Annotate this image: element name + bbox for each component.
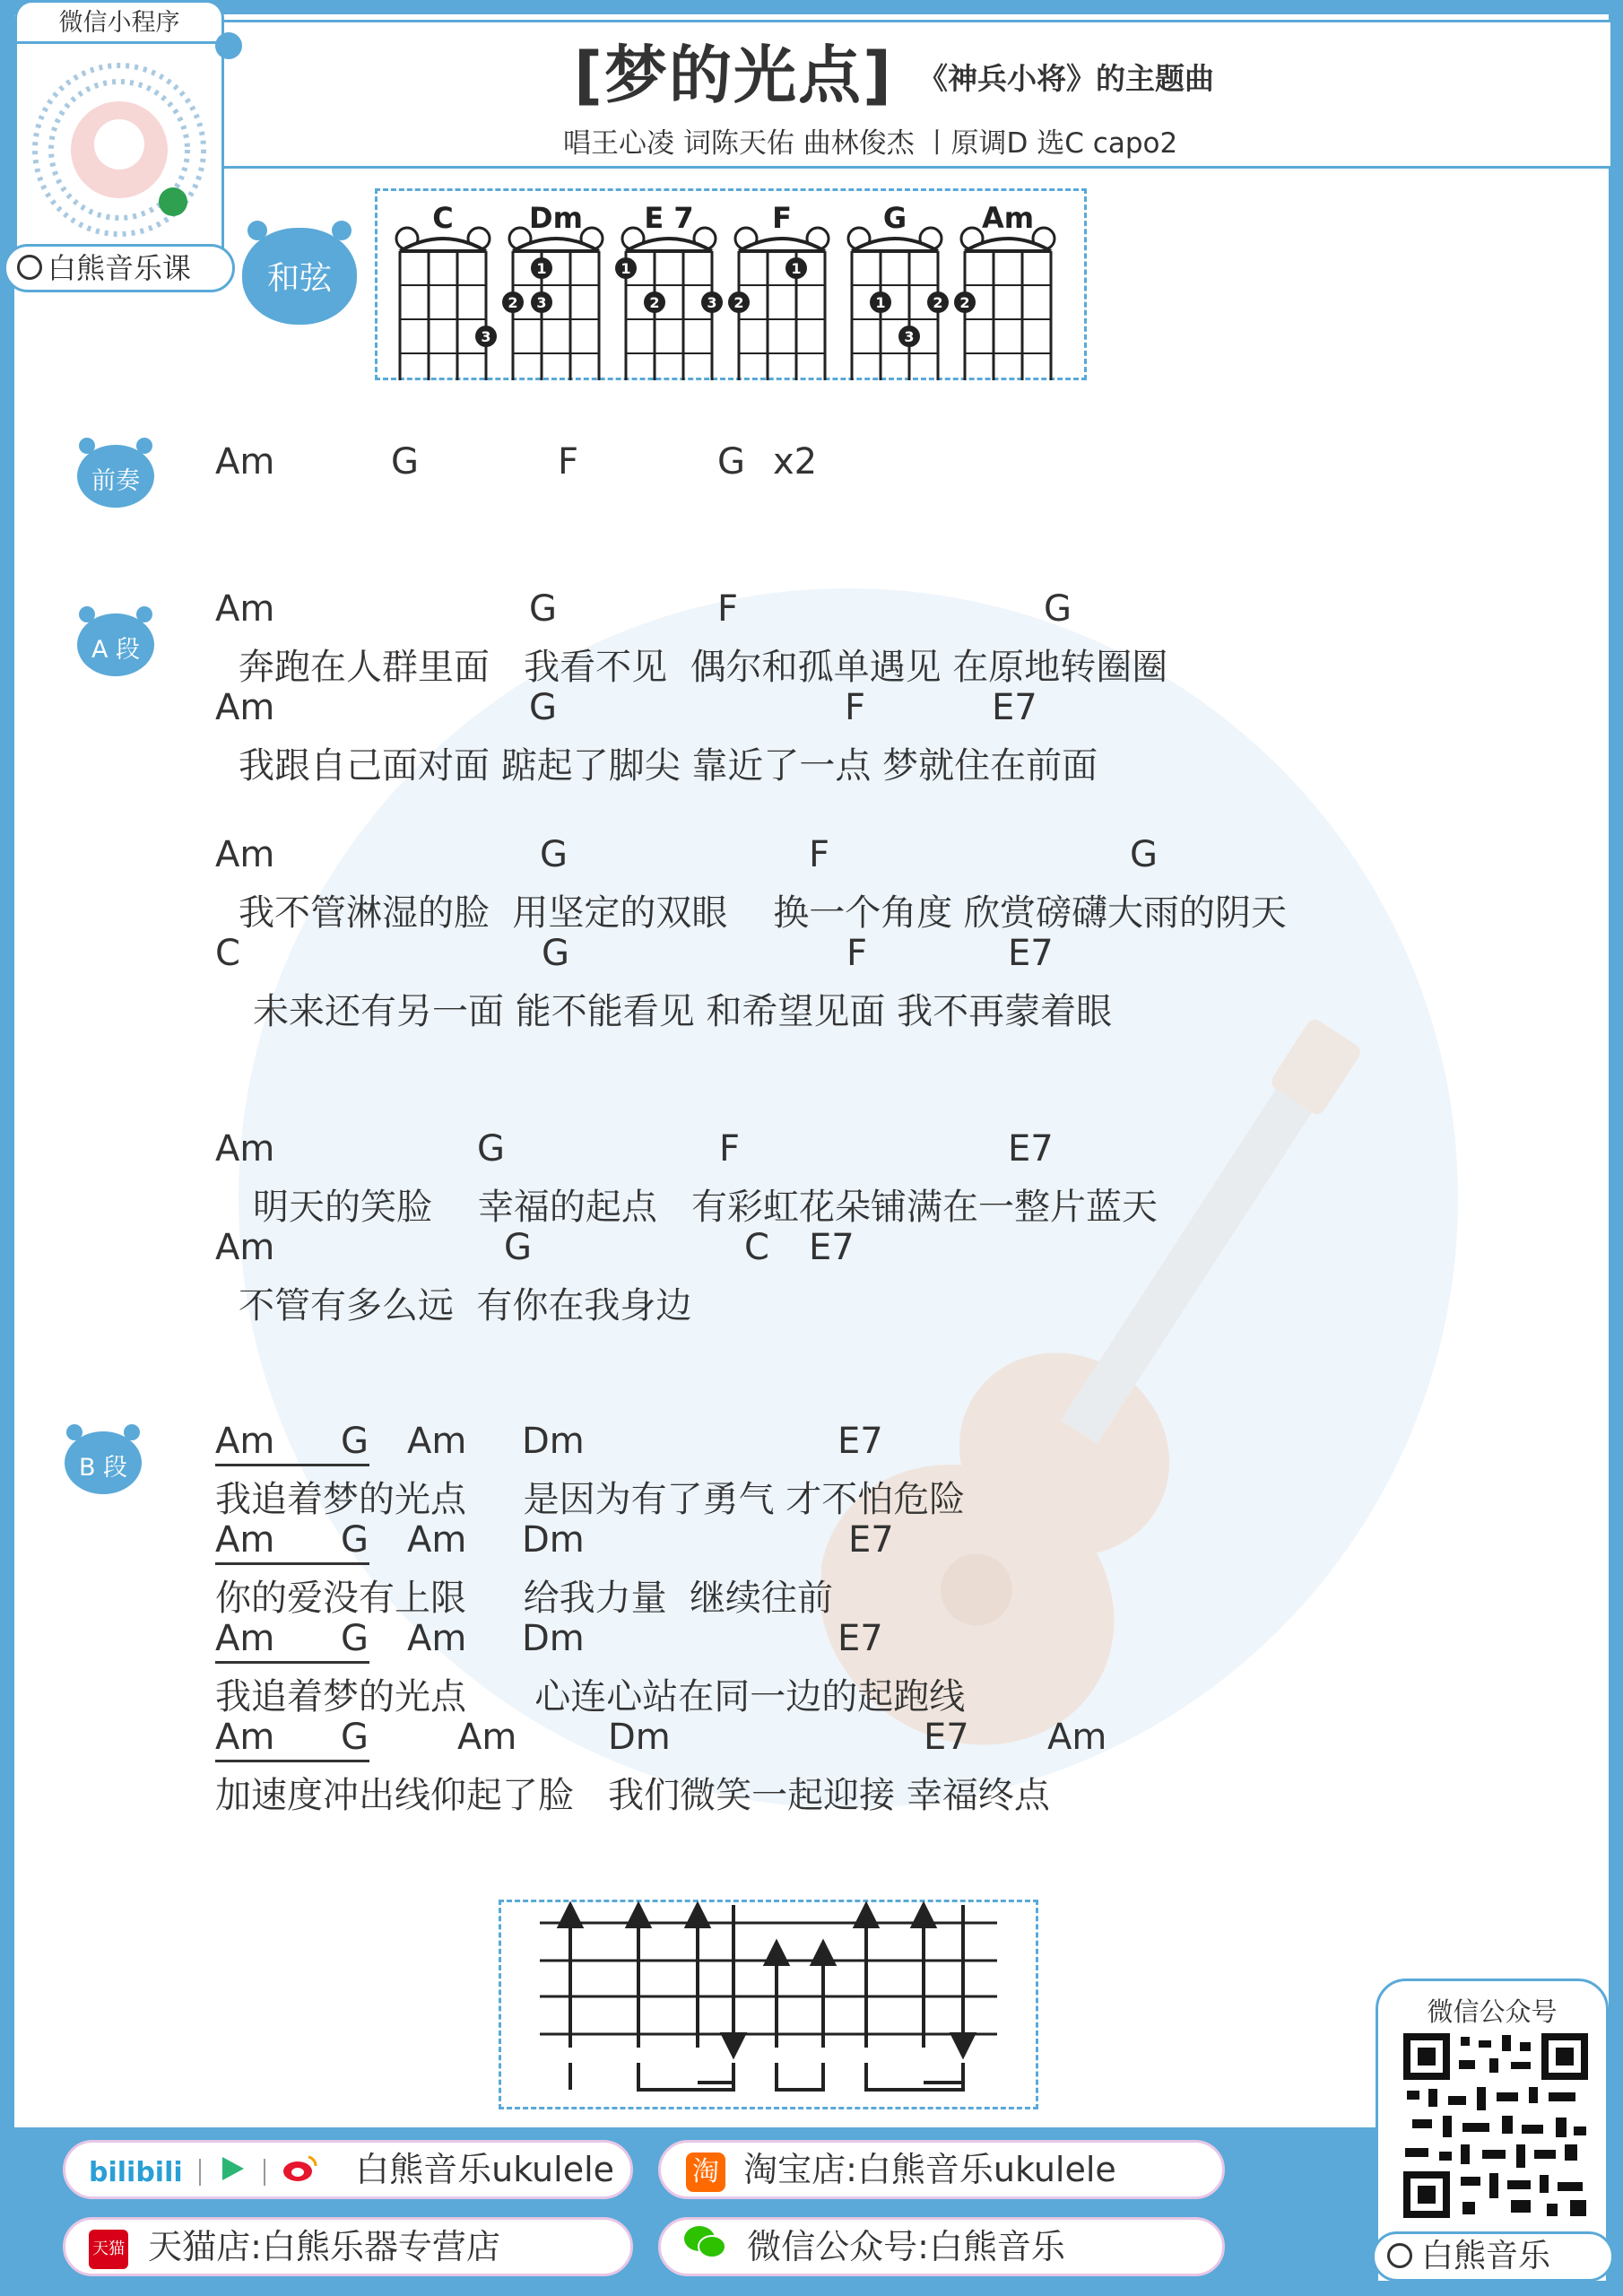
finger-number: 3 — [481, 328, 491, 345]
wechat-official-title: 微信公众号 — [1427, 1996, 1558, 2027]
chord-underline — [215, 1562, 369, 1565]
chorus-chord: Am — [1047, 1717, 1107, 1758]
verse-chord: Am — [215, 1227, 275, 1268]
finger-number: 1 — [536, 260, 547, 277]
finger-number: 2 — [933, 294, 943, 311]
chorus-chord: Dm — [522, 1519, 585, 1561]
verse-chord: E7 — [1008, 1128, 1054, 1170]
verse-lyric: 不管有多么远 有你在我身边 — [239, 1285, 692, 1326]
intro-repeat: x2 — [773, 441, 818, 483]
chord-name: G — [882, 201, 907, 235]
verse-chord: F — [846, 933, 868, 974]
verse-chord: E7 — [809, 1227, 855, 1268]
chords-badge-label: 和弦 — [266, 260, 332, 297]
chorus-chord: E7 — [848, 1519, 894, 1561]
mini-program-code[interactable] — [14, 41, 224, 253]
chord-name: Dm — [529, 201, 583, 235]
chord-underline — [215, 1760, 369, 1762]
taobao-store-link[interactable] — [658, 2140, 1225, 2199]
chord-diagram-4 — [728, 201, 829, 380]
search-icon — [17, 255, 42, 280]
verse-chord: Am — [215, 834, 275, 875]
verse-chord: E7 — [1008, 933, 1054, 974]
intro-chord: Am — [215, 441, 275, 483]
verse-lyric: 奔跑在人群里面 我看不见 偶尔和孤单遇见 在原地转圈圈 — [239, 647, 1168, 688]
chorus-chord: Am — [457, 1717, 517, 1758]
verse-lyric: 我跟自己面对面 踮起了脚尖 靠近了一点 梦就住在前面 — [239, 745, 1098, 787]
intro-chord: F — [558, 441, 579, 483]
verse-chord: F — [719, 1128, 741, 1170]
chord-diagram-3 — [615, 201, 723, 380]
theme-note: 《神兵小将》的主题曲 — [918, 61, 1214, 96]
chords-badge — [242, 221, 357, 325]
intro-badge-label: 前奏 — [91, 467, 140, 495]
chord-name: C — [432, 201, 454, 235]
wechat-qr-code-icon — [1403, 2033, 1588, 2218]
chorus-chord: G — [341, 1717, 369, 1758]
verse-chord: G — [1044, 588, 1072, 630]
chorus-chord: Am — [215, 1421, 275, 1462]
verse-chord: G — [529, 687, 557, 728]
chord-underline — [215, 1661, 369, 1664]
tmall-store-link[interactable] — [63, 2217, 633, 2276]
finger-number: 3 — [707, 294, 717, 311]
chord-name: E 7 — [644, 201, 694, 235]
chorus-chord: E7 — [838, 1421, 883, 1462]
chord-name: F — [772, 201, 792, 235]
finger-number: 1 — [875, 294, 886, 311]
finger-number: 2 — [733, 294, 744, 311]
chord-diagram-2 — [502, 201, 603, 380]
verse-chord: F — [717, 588, 739, 630]
intro-chord: G — [391, 441, 419, 483]
bilibili-logo-icon: bilibili — [89, 2157, 183, 2188]
chorus-lyric: 加速度冲出线仰起了脸 我们微笑一起迎接 幸福终点 — [215, 1775, 1050, 1816]
verse-chord: Am — [215, 588, 275, 630]
wechat-official-link[interactable] — [658, 2217, 1225, 2276]
mini-program-qr-icon — [17, 44, 221, 250]
video-play-icon — [217, 2145, 247, 2199]
finger-number: 2 — [959, 294, 970, 311]
verse-chord: E7 — [992, 687, 1037, 728]
intro-chord: G — [717, 441, 745, 483]
verse-lyric: 我不管淋湿的脸 用坚定的双眼 换一个角度 欣赏磅礴大雨的阴天 — [239, 892, 1288, 934]
finger-number: 1 — [621, 260, 631, 277]
chorus-lyric: 你的爱没有上限 给我力量 继续往前 — [215, 1578, 834, 1619]
chorus-chord: Dm — [522, 1618, 585, 1659]
chorus-chord: G — [341, 1618, 369, 1659]
chord-diagram-5 — [848, 201, 949, 380]
bilibili-channel-label: 白熊音乐ukulele — [355, 2150, 615, 2189]
verse-chord: C — [744, 1227, 769, 1268]
wechat-official-label: 微信公众号:白熊音乐 — [747, 2227, 1065, 2266]
finger-number: 1 — [791, 260, 802, 277]
chord-diagram-6 — [954, 201, 1055, 380]
verse-chord: G — [542, 933, 569, 974]
wechat-icon — [682, 2222, 727, 2276]
chord-name: Am — [981, 201, 1035, 235]
verse-chord: Am — [215, 687, 275, 728]
intro-badge — [77, 438, 154, 508]
section-b-badge-label: B 段 — [78, 1454, 128, 1482]
chord-diagram-1 — [396, 201, 497, 380]
chorus-chord: Dm — [522, 1421, 585, 1462]
verse-lyric: 明天的笑脸 幸福的起点 有彩虹花朵铺满在一整片蓝天 — [253, 1187, 1159, 1228]
verse-chord: G — [540, 834, 568, 875]
finger-number: 3 — [904, 328, 915, 345]
chorus-chord: G — [341, 1421, 369, 1462]
section-a-badge-label: A 段 — [91, 636, 141, 664]
weibo-icon — [282, 2145, 319, 2199]
chorus-chord: G — [341, 1519, 369, 1561]
verse-chord: G — [529, 588, 557, 630]
bilibili-channel-link[interactable] — [63, 2140, 633, 2199]
chorus-chord: Am — [407, 1421, 467, 1462]
chorus-chord: Am — [215, 1618, 275, 1659]
verse-chord: F — [809, 834, 830, 875]
tmall-store-label: 天猫店:白熊乐器专营店 — [148, 2227, 500, 2266]
tmall-icon: 天猫 — [89, 2230, 128, 2269]
chord-diagrams — [375, 188, 1087, 380]
chorus-lyric: 我追着梦的光点 心连心站在同一边的起跑线 — [215, 1676, 966, 1718]
verse-chord: Am — [215, 1128, 275, 1170]
section-a-badge — [77, 606, 154, 676]
verse-chord: F — [845, 687, 866, 728]
section-b-badge — [65, 1424, 142, 1494]
search-icon — [1387, 2243, 1412, 2268]
chorus-lyric: 我追着梦的光点 是因为有了勇气 才不怕危险 — [215, 1479, 966, 1520]
verse-lyric: 未来还有另一面 能不能看见 和希望见面 我不再蒙着眼 — [253, 991, 1113, 1032]
mini-program-label: 微信小程序 — [14, 0, 224, 45]
taobao-store-label: 淘宝店:白熊音乐ukulele — [743, 2150, 1116, 2189]
chorus-chord: Am — [215, 1519, 275, 1561]
wechat-search[interactable] — [1372, 2231, 1614, 2282]
finger-number: 3 — [536, 294, 547, 311]
mini-program-search[interactable] — [4, 244, 235, 292]
finger-number: 2 — [508, 294, 518, 311]
song-credits: 唱王心凌 词陈天佑 曲林俊杰 丨原调D 选C capo2 — [563, 127, 1178, 160]
chorus-chord: Am — [215, 1717, 275, 1758]
song-title: [梦的光点] — [574, 39, 893, 112]
chord-underline — [215, 1464, 369, 1466]
finger-number: 2 — [649, 294, 660, 311]
chorus-chord: E7 — [838, 1618, 883, 1659]
verse-chord: G — [477, 1128, 505, 1170]
strum-pattern-diagram — [499, 1900, 1038, 2109]
chorus-chord: Dm — [608, 1717, 671, 1758]
chorus-chord: E7 — [924, 1717, 969, 1758]
verse-chord: G — [504, 1227, 532, 1268]
connector-dot — [215, 32, 242, 59]
mini-program-search-label: 白熊音乐课 — [48, 251, 192, 285]
wechat-search-label: 白熊音乐 — [1421, 2238, 1551, 2274]
chorus-chord: Am — [407, 1618, 467, 1659]
taobao-icon: 淘 — [686, 2152, 725, 2192]
verse-chord: G — [1130, 834, 1158, 875]
verse-chord: C — [215, 933, 240, 974]
chorus-chord: Am — [407, 1519, 467, 1561]
